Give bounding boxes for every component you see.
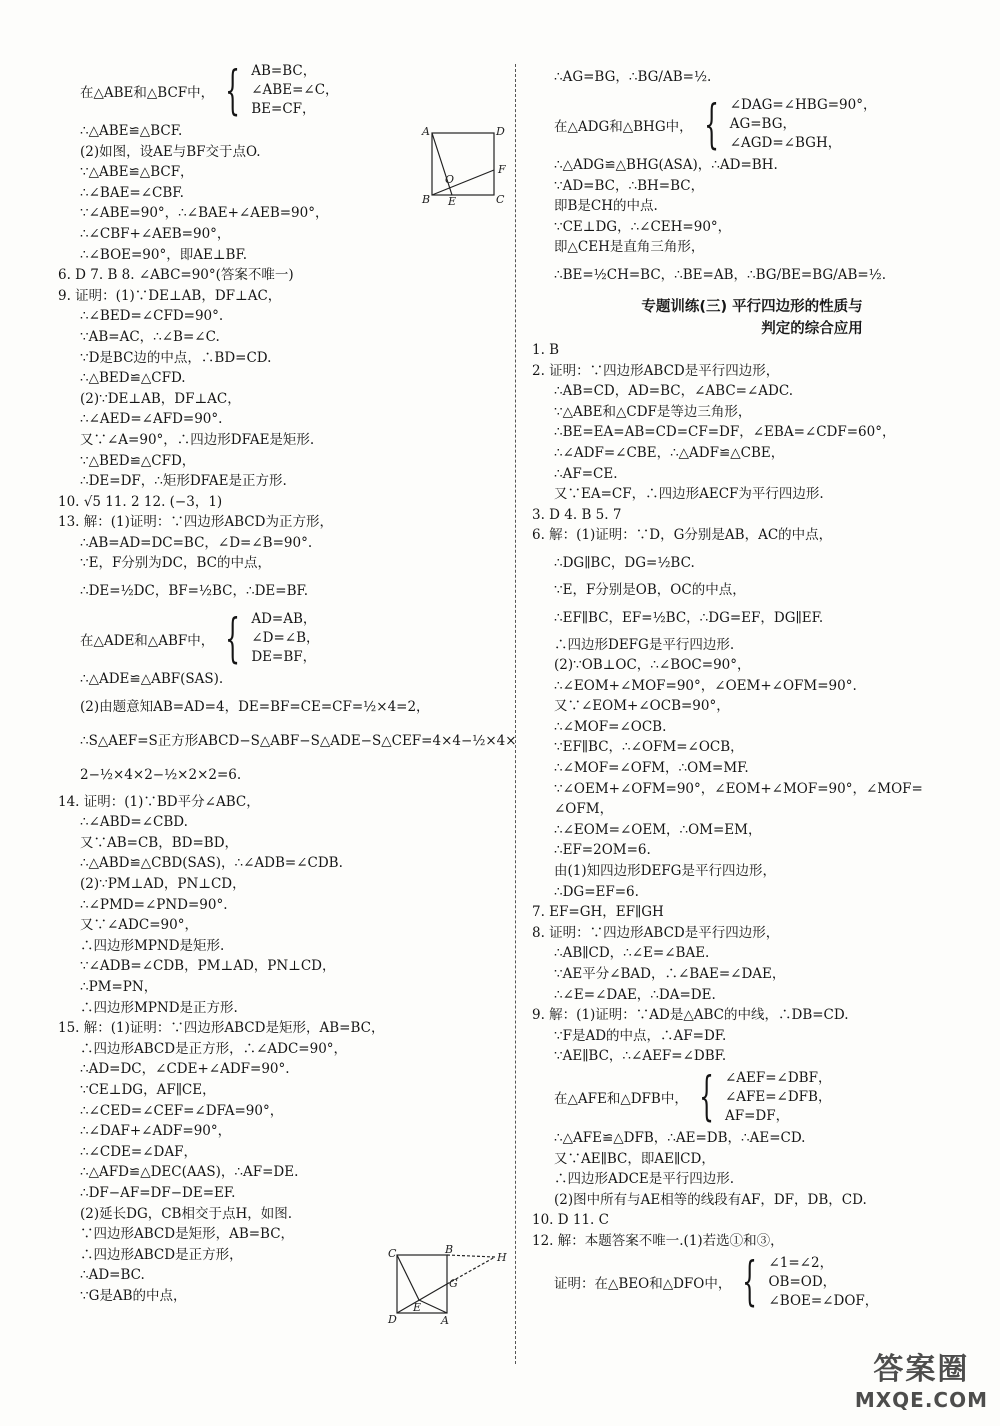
text-line: ∴AB=CD，AD=BC，∠ABC=∠ADC. — [554, 383, 794, 400]
text-line: ∵CE⊥DG，AF∥CE， — [80, 1081, 216, 1098]
text-line: (2)由题意知AB=AD=4，DE=BF=CE=CF=½×4=2， — [80, 698, 430, 715]
text-line: ∴四边形ABCD是正方形，∴∠ADC=90°， — [80, 1040, 348, 1057]
watermark-logo — [855, 1344, 988, 1412]
text-line: (2)如图，设AE与BF交于点O. — [80, 143, 261, 160]
section-heading: 判定的综合应用 — [761, 320, 863, 337]
text-line: ∵D是BC边的中点，∴BD=CD. — [80, 349, 272, 366]
text-line: (2)∵DE⊥AB，DF⊥AC， — [80, 390, 241, 407]
answer-line: 8. 证明：∵四边形ABCD是平行四边形， — [532, 924, 780, 941]
text-line: ∴△AFD≌△DEC(AAS)，∴AF=DE. — [80, 1164, 299, 1181]
text-line: ∴DE=½DC，BF=½BC，∴DE=BF. — [80, 583, 309, 600]
answer-line: 14. 证明：(1)∵BD平分∠ABC， — [58, 793, 260, 810]
text-line: ∴∠CDE=∠DAF， — [80, 1143, 197, 1160]
system-line: OB=OD， — [768, 1273, 837, 1290]
text-line: ∴AG=BG，∴BG/AB=½. — [554, 69, 712, 85]
text-line: ∴DG∥BC，DG=½BC. — [554, 554, 695, 571]
answer-line: 1. B — [532, 341, 560, 358]
system-line: ∠D=∠B， — [251, 630, 320, 647]
text-line: 又∵AB=CB，BD=BD， — [80, 834, 239, 851]
system-lead: 在△AFE和△DFB中， — [554, 1091, 688, 1108]
text-line: ∴∠E=∠DAE，∴DA=DE. — [554, 986, 716, 1003]
text-line: ∴△ABD≌△CBD(SAS)，∴∠ADB=∠CDB. — [80, 855, 343, 872]
system-line: AD=AB， — [251, 611, 317, 628]
system-line: AB=BC， — [251, 63, 317, 79]
text-line: ∴S△AEF=S正方形ABCD−S△ABF−S△ADE−S△CEF=4×4−½×4× — [80, 732, 517, 749]
text-line: ∴∠AED=∠AFD=90°. — [80, 411, 223, 428]
system-line: ∠ABE=∠C， — [251, 82, 339, 98]
right-column — [532, 60, 972, 1313]
text-line: 又∵AE∥BC，即AE∥CD， — [554, 1150, 715, 1167]
system-lead: 在△ADE和△ABF中， — [80, 632, 215, 649]
text-line: ∵△BED≌△CFD， — [80, 452, 196, 469]
brace: { — [225, 60, 241, 121]
text-line: ∴PM=PN， — [80, 979, 158, 995]
text-line: ∵∠ABE=90°，∴∠BAE+∠AEB=90°， — [80, 205, 329, 222]
answer-line: 9. 解：(1)证明：∵AD是△ABC的中线，∴DB=CD. — [532, 1007, 849, 1024]
answer-line: 6. D 7. B 8. ∠ABC=90°(答案不唯一) — [58, 267, 294, 284]
brace: { — [703, 94, 719, 155]
equation-system — [532, 1254, 972, 1311]
section-heading: 专题训练(三) 平行四边形的性质与 — [641, 298, 863, 315]
text-line: 又∵∠ADC=90°， — [80, 917, 198, 934]
text-line: ∴DE=DF，∴矩形DFAE是正方形. — [80, 473, 287, 490]
figure-label: A — [441, 1314, 449, 1325]
system-line: ∠BOE=∠DOF， — [768, 1292, 879, 1309]
text-line: ∴AB=AD=DC=BC，∠D=∠B=90°. — [80, 534, 313, 551]
text-line: ∴∠DAF+∠ADF=90°， — [80, 1123, 232, 1140]
answer-line: 6. 解：(1)证明：∵D，G分别是AB，AC的中点， — [532, 527, 833, 544]
text-line: ∴AD=BC. — [80, 1267, 145, 1284]
text-line: ∵∠ADB=∠CDB，PM⊥AD，PN⊥CD， — [80, 958, 336, 975]
text-line: ∴AD=DC，∠CDE+∠ADF=90°. — [80, 1061, 290, 1078]
text-line: ∴四边形MPND是正方形. — [80, 999, 238, 1016]
text-line: ∵四边形ABCD是矩形，AB=BC， — [80, 1226, 295, 1243]
text-line: 又∵EA=CF，∴四边形AECF为平行四边形. — [554, 486, 824, 503]
text-line: ∵△ABE和△CDF是等边三角形， — [554, 403, 752, 420]
watermark-title: 答案圈 — [873, 1352, 970, 1387]
left-column — [58, 60, 517, 1307]
text-line: ∵∠OEM+∠OFM=90°，∠EOM+∠MOF=90°，∠MOF= — [554, 780, 923, 797]
text-line: (2)延长DG，CB相交于点H，如图. — [80, 1205, 293, 1222]
text-line: (2)∵OB⊥OC，∴∠BOC=90°， — [554, 657, 751, 674]
figure-label: G — [449, 1277, 458, 1290]
text-line: ∴∠EOM=∠OEM，∴OM=EM， — [554, 821, 762, 838]
text-line: 即△CEH是直角三角形， — [554, 239, 705, 256]
equation-system — [532, 96, 972, 153]
text-line: ∴DG=EF=6. — [554, 883, 639, 900]
system-lead: 证明：在△BEO和△DFO中， — [554, 1276, 732, 1293]
brace: { — [225, 608, 241, 669]
figure-label: H — [497, 1251, 507, 1264]
text-line: ∴四边形ABCD是正方形， — [80, 1246, 243, 1263]
text-line: ∴∠BOE=90°，即AE⊥BF. — [80, 246, 248, 263]
system-line: AF=DF， — [724, 1107, 790, 1124]
text-line: ∴∠MOF=∠OFM，∴OM=MF. — [554, 760, 749, 777]
text-line: ∵G是AB的中点， — [80, 1287, 187, 1304]
system-line: ∠AEF=∠DBF， — [724, 1069, 832, 1086]
text-line: ∴△BED≌△CFD. — [80, 370, 186, 387]
text-line: ∴四边形DEFG是平行四边形. — [554, 636, 735, 653]
text-line: ∴四边形ADCE是平行四边形. — [554, 1171, 735, 1188]
text-line: ∴EF=2OM=6. — [554, 842, 651, 859]
answer-line: 10. D 11. C — [532, 1212, 609, 1229]
system-line: ∠AGD=∠BGH， — [729, 135, 842, 151]
figure-label: F — [498, 163, 506, 176]
system-line: ∠AFE=∠DFB， — [724, 1088, 832, 1105]
answer-line: 10. √5 11. 2 12. (−3，1) — [58, 493, 223, 510]
figure-label: C — [388, 1247, 397, 1260]
brace: { — [742, 1252, 758, 1313]
answer-line: 7. EF=GH，EF∥GH — [532, 904, 664, 921]
answer-line: 12. 解：本题答案不唯一.(1)若选①和③， — [532, 1232, 784, 1249]
figure-label: A — [422, 125, 430, 138]
text-line: ∴△ADE≌△ABF(SAS). — [80, 671, 224, 688]
text-line: ∴四边形MPND是矩形. — [80, 937, 225, 954]
text-line: ∴∠ADF=∠CBE，∴△ADF≌△CBE， — [554, 444, 785, 461]
system-line: AG=BG， — [729, 116, 797, 132]
square-figure-2 — [385, 1245, 510, 1325]
figure-label: B — [422, 193, 431, 205]
text-line: ∠OFM， — [554, 801, 614, 818]
figure-label: D — [496, 125, 505, 138]
text-line: ∴△ABE≌△BCF. — [80, 123, 183, 139]
text-line: ∴∠MOF=∠OCB. — [554, 718, 667, 735]
text-line: ∴∠CED=∠CEF=∠DFA=90°， — [80, 1102, 284, 1119]
equation-system — [58, 610, 508, 667]
text-line: ∴AB∥CD，∴∠E=∠BAE. — [554, 945, 710, 962]
text-line: 由(1)知四边形DEFG是平行四边形， — [554, 863, 776, 880]
system-line: BE=CF， — [251, 101, 316, 117]
text-line: ∵E，F分别是OB，OC的中点， — [554, 581, 746, 598]
text-line: (2)∵PM⊥AD，PN⊥CD， — [80, 876, 246, 893]
text-line: ∴∠BAE=∠CBF. — [80, 184, 184, 201]
text-line: ∵E，F分别为DC，BC的中点， — [80, 555, 271, 572]
text-line: ∴DF−AF=DF−DE=EF. — [80, 1184, 236, 1201]
figure-label: C — [496, 193, 505, 205]
text-line: ∵EF∥BC，∴∠OFM=∠OCB， — [554, 739, 744, 756]
figure-label: O — [445, 173, 455, 186]
figure-label: D — [388, 1313, 397, 1325]
equation-system — [532, 1069, 972, 1126]
figure-label: E — [413, 1301, 422, 1314]
system-line: ∠1=∠2， — [768, 1254, 834, 1271]
text-line: ∴∠EOM+∠MOF=90°，∠OEM+∠OFM=90°. — [554, 677, 857, 694]
text-line: ∴∠CBF+∠AEB=90°， — [80, 225, 231, 242]
figure-label: E — [448, 195, 457, 205]
text-line: ∴∠BED=∠CFD=90°. — [80, 308, 224, 325]
text-line: ∴AF=CE. — [554, 465, 618, 482]
text-line: ∵△ABE≌△BCF， — [80, 164, 194, 181]
text-line: ∵AB=AC，∴∠B=∠C. — [80, 328, 220, 345]
answer-line: 15. 解：(1)证明：∵四边形ABCD是矩形，AB=BC， — [58, 1020, 385, 1037]
text-line: ∴BE=EA=AB=CD=CF=DF，∠EBA=∠CDF=60°， — [554, 424, 896, 441]
text-line: 2−½×4×2−½×2×2=6. — [80, 766, 242, 783]
text-line: ∵F是AD的中点，∴AF=DF. — [554, 1027, 727, 1044]
text-line: 又∵∠EOM+∠OCB=90°， — [554, 698, 730, 715]
text-line: ∴∠ABD=∠CBD. — [80, 814, 188, 831]
text-line: ∵CE⊥DG，∴∠CEH=90°， — [554, 218, 732, 235]
text-line: ∴△ADG≌△BHG(ASA)，∴AD=BH. — [554, 157, 778, 173]
text-line: 又∵∠A=90°，∴四边形DFAE是矩形. — [80, 431, 315, 448]
text-line: (2)图中所有与AE相等的线段有AF，DF，DB，CD. — [554, 1191, 867, 1208]
figure-label: B — [445, 1245, 454, 1256]
text-line: ∵AE平分∠BAD，∴∠BAE=∠DAE， — [554, 966, 786, 982]
system-line: ∠DAG=∠HBG=90°， — [729, 97, 877, 113]
text-line: ∵AE∥BC，∴∠AEF=∠DBF. — [554, 1048, 727, 1065]
text-line: 即B是CH的中点. — [554, 198, 658, 215]
watermark-url: MXQE.COM — [854, 1388, 988, 1412]
text-line: ∴EF∥BC，EF=½BC，∴DG=EF，DG∥EF. — [554, 609, 824, 626]
equation-system — [58, 62, 508, 119]
answer-line: 13. 解：(1)证明：∵四边形ABCD为正方形， — [58, 514, 333, 531]
column-divider — [515, 64, 516, 1364]
brace: { — [698, 1067, 714, 1128]
square-figure-1 — [420, 125, 510, 205]
answer-line: 2. 证明：∵四边形ABCD是平行四边形， — [532, 362, 780, 379]
text-line: ∵AD=BC，∴BH=BC， — [554, 177, 705, 194]
text-line: ∴△AFE≌△DFB，∴AE=DB，∴AE=CD. — [554, 1129, 806, 1146]
system-lead: 在△ABE和△BCF中， — [80, 84, 215, 101]
answer-line: 3. D 4. B 5. 7 — [532, 506, 622, 523]
system-lead: 在△ADG和△BHG中， — [554, 118, 693, 135]
system-line: DE=BF， — [251, 649, 317, 666]
answer-line: 9. 证明：(1)∵DE⊥AB，DF⊥AC， — [58, 287, 282, 304]
text-line: ∴BE=½CH=BC，∴BE=AB，∴BG/BE=BG/AB=½. — [554, 266, 887, 283]
text-line: ∴∠PMD=∠PND=90°. — [80, 896, 228, 913]
